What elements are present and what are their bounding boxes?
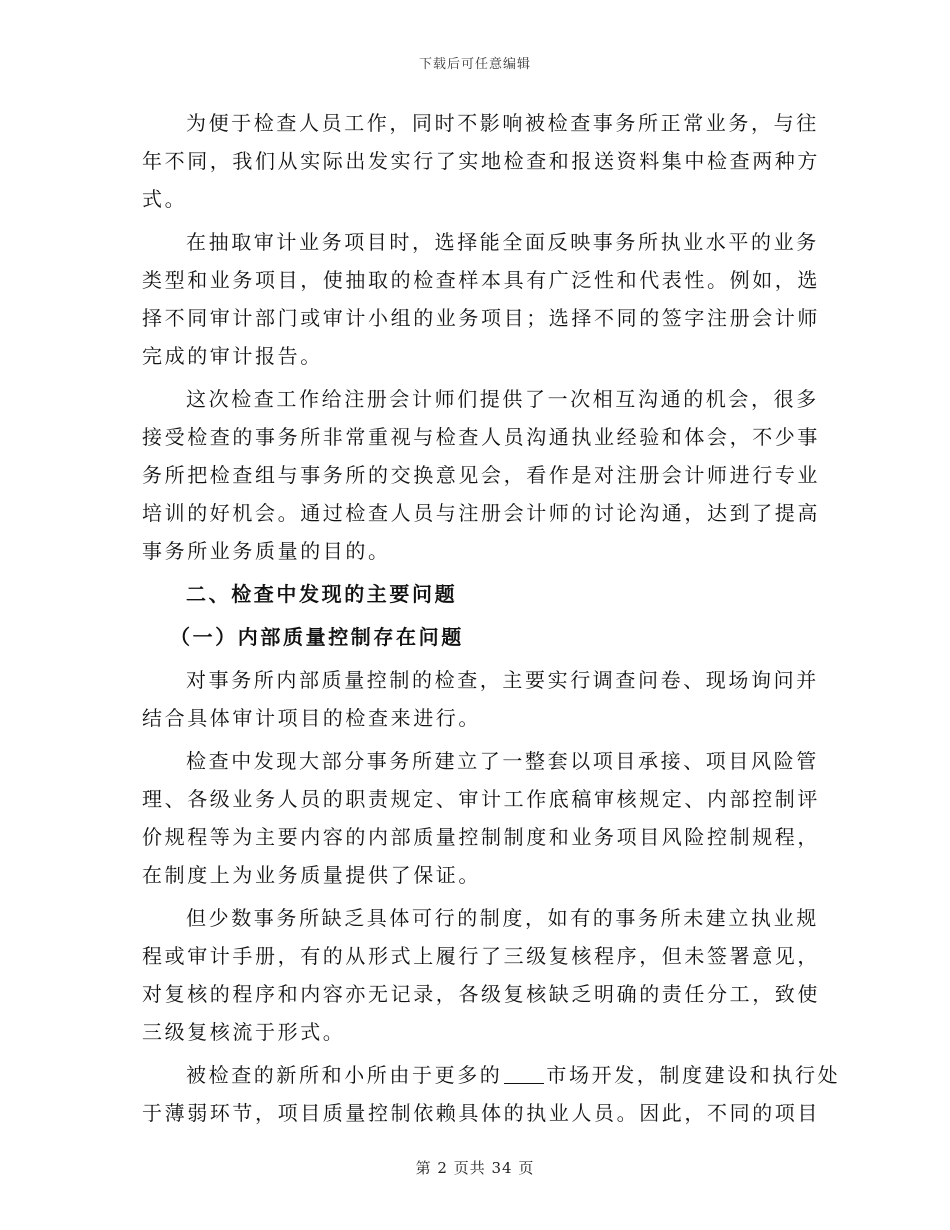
paragraph-line: 程或审计手册，有的从形式上履行了三级复核程序，但未签署意见， — [142, 944, 820, 968]
paragraph-line: 择不同审计部门或审计小组的业务项目；选择不同的签字注册会计师 — [142, 306, 820, 330]
paragraph-line: 年不同，我们从实际出发实行了实地检查和报送资料集中检查两种方 — [142, 149, 820, 173]
paragraph-line: 价规程等为主要内容的内部质量控制制度和业务项目风险控制规程， — [142, 825, 820, 849]
page-footer: 第 2 页共 34 页 — [415, 1159, 535, 1177]
paragraph-line: 但少数事务所缺乏具体可行的制度，如有的事务所未建立执业规 — [186, 906, 819, 930]
paragraph-line: 理、各级业务人员的职责规定、审计工作底稿审核规定、内部控制评 — [142, 787, 820, 811]
paragraph-line: 接受检查的事务所非常重视与检查人员沟通执业经验和体会，不少事 — [142, 425, 820, 449]
paragraph-line: 对复核的程序和内容亦无记录，各级复核缺乏明确的责任分工，致使 — [142, 982, 820, 1006]
blank-underline — [504, 1061, 544, 1084]
paragraph-line: 务所把检查组与事务所的交换意见会，看作是对注册会计师进行专业 — [142, 463, 820, 487]
paragraph-line: 完成的审计报告。 — [142, 344, 323, 368]
section-heading: 二、检查中发现的主要问题 — [186, 582, 458, 606]
paragraph-line: 检查中发现大部分事务所建立了一整套以项目承接、项目风险管 — [186, 749, 819, 773]
paragraph-line: 在抽取审计业务项目时，选择能全面反映事务所执业水平的业务 — [186, 230, 819, 254]
paragraph-line: 于薄弱环节，项目质量控制依赖具体的执业人员。因此，不同的项目 — [142, 1101, 820, 1125]
paragraph-line: 培训的好机会。通过检查人员与注册会计师的讨论沟通，达到了提高 — [142, 501, 820, 525]
paragraph-line: 对事务所内部质量控制的检查，主要实行调查问卷、现场询问并 — [186, 668, 819, 692]
paragraph-line: 结合具体审计项目的检查来进行。 — [142, 706, 481, 730]
subsection-heading: （一）内部质量控制存在问题 — [170, 625, 464, 649]
paragraph-line: 为便于检查人员工作，同时不影响被检查事务所正常业务，与往 — [186, 111, 819, 135]
paragraph-line: 这次检查工作给注册会计师们提供了一次相互沟通的机会，很多 — [186, 387, 819, 411]
paragraph-line: 式。 — [142, 187, 188, 211]
paragraph-line — [142, 1056, 841, 1094]
paragraph-line: 类型和业务项目，使抽取的检查样本具有广泛性和代表性。例如，选 — [142, 268, 820, 292]
line-text-after-blank: 市场开发，制度建设和执行处 — [546, 1063, 841, 1087]
paragraph-line: 三级复核流于形式。 — [142, 1020, 346, 1044]
page-header: 下载后可任意编辑 — [418, 57, 531, 72]
paragraph-line: 事务所业务质量的目的。 — [142, 539, 391, 563]
line-text-before-blank: 被检查的新所和小所由于更多的 — [186, 1063, 503, 1087]
document-body — [142, 104, 841, 1132]
paragraph-line: 在制度上为业务质量提供了保证。 — [142, 863, 481, 887]
